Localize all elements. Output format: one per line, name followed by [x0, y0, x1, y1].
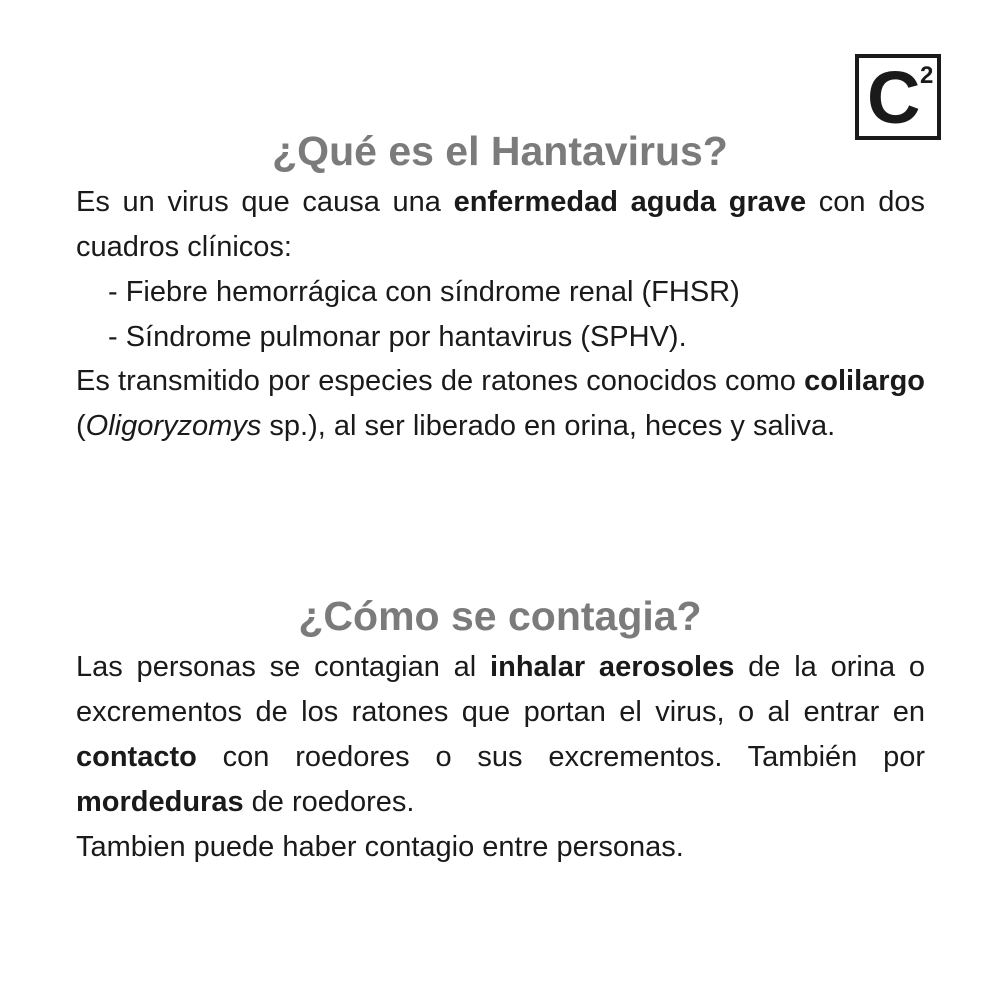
contagion-paragraph	[76, 645, 925, 825]
intro-bold: enfermedad aguda grave	[453, 186, 807, 218]
list-item: - Fiebre hemorrágica con síndrome renal (FHSR)	[108, 276, 740, 308]
logo-superscript: 2	[920, 62, 934, 89]
intro-paragraph	[76, 180, 925, 270]
contagion-bold-3: mordeduras	[76, 786, 244, 818]
transmission-paragraph	[76, 359, 925, 449]
transmission-text-1: Es transmitido por especies de ratones conocidos como	[76, 365, 805, 397]
contagion-text-1: Las personas se contagian al	[76, 651, 491, 683]
contagion-bold-2: contacto	[76, 741, 197, 773]
section-title-what-is: ¿Qué es el Hantavirus?	[272, 128, 728, 174]
intro-text-2: con dos cuadros clínicos:	[76, 186, 925, 263]
transmission-bold: colilargo	[804, 365, 925, 397]
transmission-text-3: sp.), al ser liberado en orina, heces y saliva.	[261, 410, 836, 442]
person-to-person-paragraph: Tambien puede haber contagio entre personas.	[76, 831, 684, 863]
logo-letter: C	[867, 56, 921, 139]
intro-text-1: Es un virus que causa una	[76, 186, 454, 218]
clinical-list	[76, 270, 925, 360]
contagion-text-3: con roedores o sus excrementos. También por	[196, 741, 925, 773]
list-item: - Síndrome pulmonar por hantavirus (SPHV).	[108, 321, 687, 353]
contagion-text-4: de roedores.	[243, 786, 415, 818]
contagion-text-2: de la orina o excrementos de los ratones que portan el virus, o al entrar en	[76, 651, 926, 728]
transmission-italic: Oligoryzomys	[85, 410, 262, 442]
section-title-contagion: ¿Cómo se contagia?	[298, 593, 702, 639]
contagion-bold-1: inhalar aerosoles	[490, 651, 735, 683]
transmission-text-2: (	[76, 410, 86, 442]
